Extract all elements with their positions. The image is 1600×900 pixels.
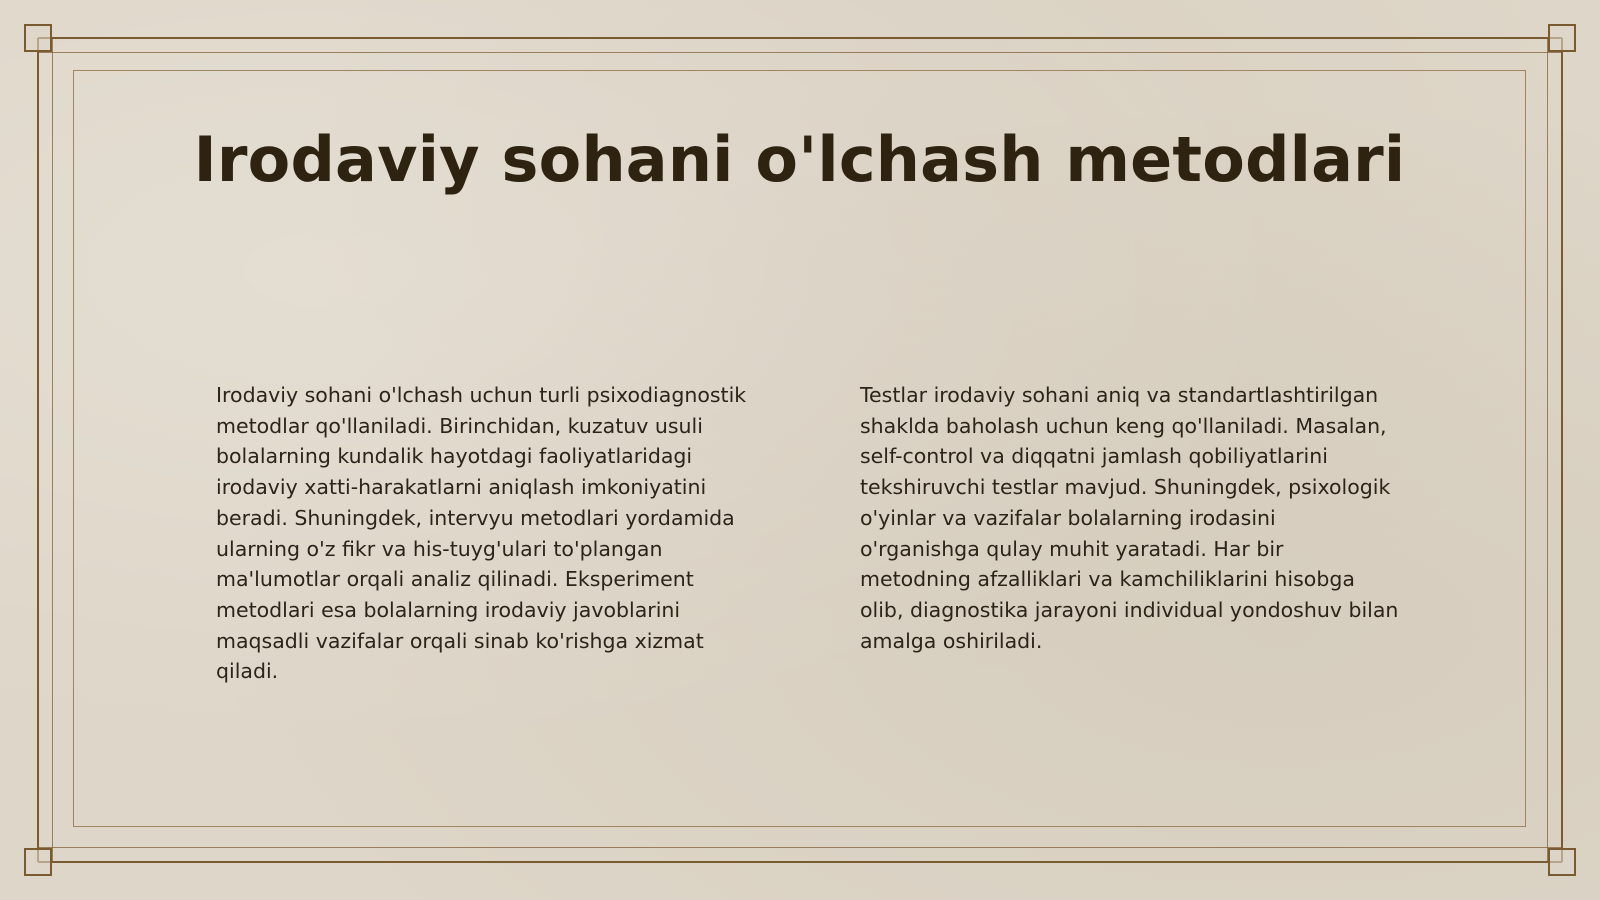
right-paragraph: Testlar irodaviy sohani aniq va standartlashtirilgan shaklda baholash uchun keng qo'llaniladi. Masalan, self-control va diqqatni jamlash qobiliyatlarini tekshiruvchi testlar mavjud. Shuningdek, psixologik o'yinlar va vazifalar bolalarning irodasini o'rganishga qulay muhit yaratadi. Har bir metodning afzalliklari va kamchiliklarini hisobga olib, diagnostika jarayoni individual yondoshuv bilan amalga oshiriladi. — [860, 383, 1399, 653]
frame-corner-top-right — [1548, 24, 1576, 52]
frame-outer-top-line — [38, 37, 1562, 39]
slide-title: Irodaviy sohani o'lchash metodlari — [193, 123, 1406, 196]
frame-corner-bottom-left — [24, 848, 52, 876]
frame-outer-bottom-line — [38, 861, 1562, 863]
frame-mid-bottom-line — [38, 847, 1562, 848]
frame-mid-top-line — [38, 52, 1562, 53]
left-paragraph: Irodaviy sohani o'lchash uchun turli psixodiagnostik metodlar qo'llaniladi. Birinchidan, kuzatuv usuli bolalarning kundalik hayotdagi faoliyatlaridagi irodaviy xatti-harakatlarni aniqlash imkoniyatini beradi. Shuningdek, intervyu metodlari yordamida ularning o'z fikr va his-tuyg'ulari to'plangan ma'lumotlar orqali analiz qilinadi. Eksperiment metodlari esa bolalarning irodaviy javoblarini maqsadli vazifalar orqali sinab ko'rishga xizmat qiladi. — [216, 383, 747, 684]
frame-outer-right-line — [1561, 38, 1563, 862]
frame-corner-bottom-right — [1548, 848, 1576, 876]
frame-mid-left-line — [52, 38, 53, 862]
frame-corner-top-left — [24, 24, 52, 52]
frame-mid-right-line — [1547, 38, 1548, 862]
frame-outer-left-line — [37, 38, 39, 862]
